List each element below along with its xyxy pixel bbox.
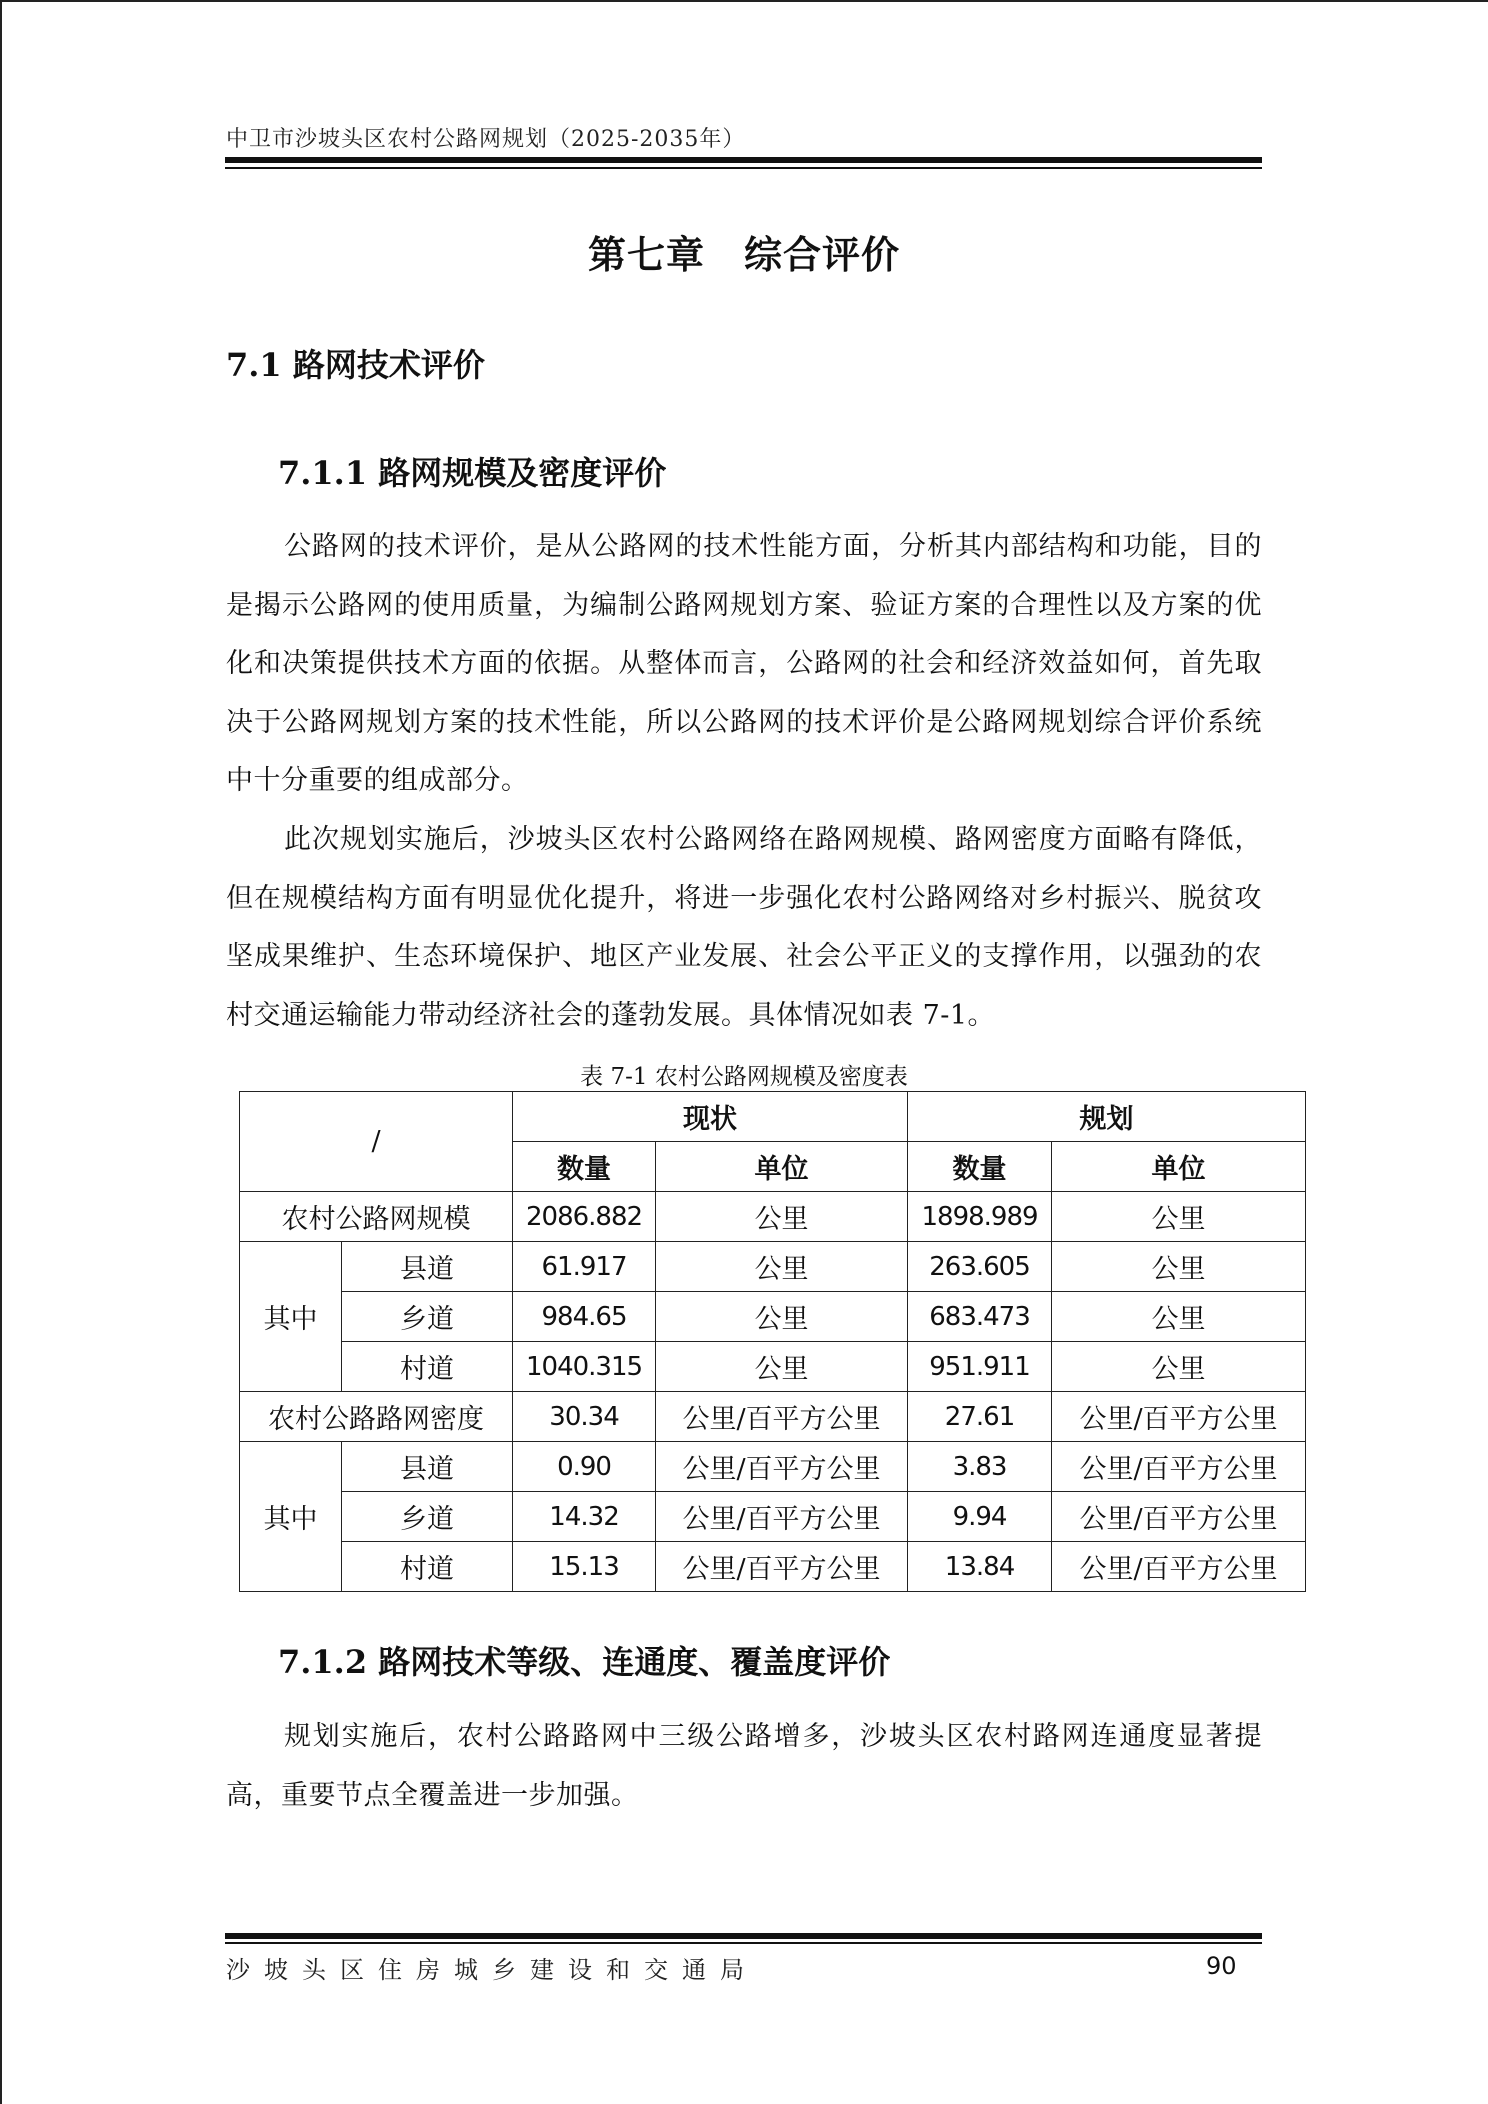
current-value: 2086.882 <box>513 1192 656 1242</box>
table-row <box>240 1442 1306 1492</box>
section-heading-7-1: 7.1 路网技术评价 <box>226 346 485 384</box>
row-label: 乡道 <box>342 1292 513 1342</box>
current-value: 15.13 <box>513 1542 656 1592</box>
group-plan-header: 规划 <box>908 1092 1306 1142</box>
plan-value: 27.61 <box>908 1392 1052 1442</box>
col-unit-header: 单位 <box>1052 1142 1306 1192</box>
unit-cell: 公里 <box>1052 1292 1306 1342</box>
footer-organization: 沙坡头区住房城乡建设和交通局 <box>226 1956 758 1984</box>
current-value: 61.917 <box>513 1242 656 1292</box>
unit-cell: 公里/百平方公里 <box>1052 1442 1306 1492</box>
unit-cell: 公里 <box>1052 1192 1306 1242</box>
group-label: 其中 <box>240 1242 342 1392</box>
corner-cell: / <box>240 1092 513 1192</box>
group-label: 其中 <box>240 1442 342 1592</box>
current-value: 0.90 <box>513 1442 656 1492</box>
section-heading-7-1-1: 7.1.1 路网规模及密度评价 <box>278 454 667 492</box>
unit-cell: 公里 <box>1052 1242 1306 1292</box>
table-caption: 表 7-1 农村公路网规模及密度表 <box>580 1064 908 1090</box>
table-row <box>240 1242 1306 1292</box>
footer-rule-thin <box>225 1942 1262 1944</box>
unit-cell: 公里 <box>656 1292 908 1342</box>
unit-cell: 公里/百平方公里 <box>1052 1542 1306 1592</box>
plan-value: 683.473 <box>908 1292 1052 1342</box>
unit-cell: 公里/百平方公里 <box>1052 1492 1306 1542</box>
row-label: 乡道 <box>342 1492 513 1542</box>
table-row <box>240 1542 1306 1592</box>
plan-value: 263.605 <box>908 1242 1052 1292</box>
road-network-table <box>239 1091 1306 1592</box>
paragraph-implementation: 此次规划实施后，沙坡头区农村公路网络在路网规模、路网密度方面略有降低，但在规模结构方面有明显优化提升，将进一步强化农村公路网络对乡村振兴、脱贫攻坚成果维护、生态环境保护、地区产业发展、社会公平正义的支撑作用，以强劲的农村交通运输能力带动经济社会的蓬勃发展。具体情况如表 7-1。 <box>226 824 1262 1031</box>
section-heading-7-1-2: 7.1.2 路网技术等级、连通度、覆盖度评价 <box>278 1643 891 1681</box>
current-value: 30.34 <box>513 1392 656 1442</box>
header-rule-thick <box>225 157 1262 163</box>
group-current-header: 现状 <box>513 1092 908 1142</box>
current-value: 984.65 <box>513 1292 656 1342</box>
table-row <box>240 1342 1306 1392</box>
unit-cell: 公里 <box>656 1242 908 1292</box>
table-header-row <box>240 1092 1306 1142</box>
footer-rule-thick <box>225 1933 1262 1939</box>
col-qty-header: 数量 <box>513 1142 656 1192</box>
table-row <box>240 1192 1306 1242</box>
col-qty-header: 数量 <box>908 1142 1052 1192</box>
unit-cell: 公里 <box>656 1192 908 1242</box>
unit-cell: 公里/百平方公里 <box>656 1442 908 1492</box>
unit-cell: 公里/百平方公里 <box>1052 1392 1306 1442</box>
plan-value: 13.84 <box>908 1542 1052 1592</box>
row-label: 县道 <box>342 1242 513 1292</box>
table-row <box>240 1292 1306 1342</box>
table-row <box>240 1392 1306 1442</box>
row-label: 县道 <box>342 1442 513 1492</box>
unit-cell: 公里/百平方公里 <box>656 1492 908 1542</box>
chapter-title: 第七章 综合评价 <box>587 232 900 277</box>
paragraph-technical-evaluation: 公路网的技术评价，是从公路网的技术性能方面，分析其内部结构和功能，目的是揭示公路网的使用质量，为编制公路网规划方案、验证方案的合理性以及方案的优化和决策提供技术方面的依据。从整体而言，公路网的社会和经济效益如何，首先取决于公路网规划方案的技术性能，所以公路网的技术评价是公路网规划综合评价系统中十分重要的组成部分。 <box>226 531 1262 796</box>
unit-cell: 公里 <box>1052 1342 1306 1392</box>
current-value: 1040.315 <box>513 1342 656 1392</box>
row-label: 村道 <box>342 1542 513 1592</box>
current-value: 14.32 <box>513 1492 656 1542</box>
unit-cell: 公里/百平方公里 <box>656 1392 908 1442</box>
header-rule-thin <box>225 167 1262 169</box>
plan-value: 951.911 <box>908 1342 1052 1392</box>
paragraph-connectivity: 规划实施后，农村公路路网中三级公路增多，沙坡头区农村路网连通度显著提高，重要节点全覆盖进一步加强。 <box>226 1721 1262 1811</box>
row-label: 农村公路路网密度 <box>240 1392 513 1442</box>
plan-value: 3.83 <box>908 1442 1052 1492</box>
row-label: 农村公路网规模 <box>240 1192 513 1242</box>
row-label: 村道 <box>342 1342 513 1392</box>
table-row <box>240 1492 1306 1542</box>
plan-value: 9.94 <box>908 1492 1052 1542</box>
running-header: 中卫市沙坡头区农村公路网规划（2025-2035年） <box>226 127 746 152</box>
unit-cell: 公里/百平方公里 <box>656 1542 908 1592</box>
page-number: 90 <box>1206 1952 1237 1980</box>
unit-cell: 公里 <box>656 1342 908 1392</box>
page-border-top <box>0 0 1488 2</box>
plan-value: 1898.989 <box>908 1192 1052 1242</box>
col-unit-header: 单位 <box>656 1142 908 1192</box>
page-border-left <box>0 0 2 2104</box>
